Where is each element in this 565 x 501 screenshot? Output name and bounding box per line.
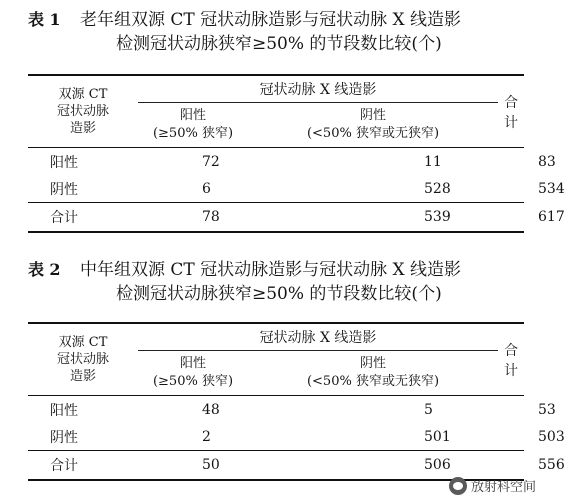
table1-caption xyxy=(28,8,461,56)
table2-number: 2 xyxy=(49,260,61,279)
table1-title-line1: 老年组双源 CT 冠状动脉造影与冠状动脉 X 线造影 xyxy=(79,10,462,30)
table1-label: 表 xyxy=(28,10,45,29)
table2-rowhead: 双源 CT 冠状动脉 造影 xyxy=(28,323,138,396)
cell: 501 xyxy=(424,428,451,445)
cell: 503 xyxy=(538,428,565,445)
cell: 5 xyxy=(248,396,498,424)
row-label: 阴性 xyxy=(50,429,78,446)
table1-col-positive: 阳性 (≥50% 狭窄) xyxy=(152,108,234,141)
watermark xyxy=(449,476,536,495)
cell: 6 xyxy=(202,180,211,197)
table-row xyxy=(28,396,524,424)
cell: 50 xyxy=(138,451,248,481)
table1-span-header: 冠状动脉 X 线造影 xyxy=(138,75,498,103)
cell: 11 xyxy=(248,148,498,176)
cell: 53 xyxy=(498,396,524,424)
table2-title-line2: 检测冠状动脉狭窄≥50% 的节段数比较(个) xyxy=(116,284,442,304)
table2-title-line1: 中年组双源 CT 冠状动脉造影与冠状动脉 X 线造影 xyxy=(79,260,462,280)
table2-col-negative: 阴性 (<50% 狭窄或无狭窄) xyxy=(306,356,440,389)
table1-col-negative: 阴性 (<50% 狭窄或无狭窄) xyxy=(306,108,440,141)
row-label: 阴性 xyxy=(50,181,78,198)
table2 xyxy=(28,322,565,481)
table-row xyxy=(28,423,524,451)
table2-col-total: 合计 xyxy=(498,323,524,396)
cell: 83 xyxy=(498,148,524,176)
row-label: 阳性 xyxy=(28,396,138,424)
cell: 534 xyxy=(538,180,565,197)
cell: 48 xyxy=(138,396,248,424)
table1 xyxy=(28,74,565,233)
row-label: 阳性 xyxy=(28,148,138,176)
cell: 528 xyxy=(424,180,451,197)
watermark-text: 放射科空间 xyxy=(470,480,536,495)
table-row xyxy=(28,148,524,176)
table-row xyxy=(28,175,524,203)
table1-rowhead: 双源 CT 冠状动脉 造影 xyxy=(28,75,138,148)
table1-col-total: 合计 xyxy=(498,75,524,148)
table2-col-positive: 阳性 (≥50% 狭窄) xyxy=(152,356,234,389)
row-label: 合计 xyxy=(28,451,138,481)
row-label: 合计 xyxy=(28,203,138,233)
wechat-icon xyxy=(449,477,467,495)
table2-span-header: 冠状动脉 X 线造影 xyxy=(138,323,498,351)
table1-number: 1 xyxy=(49,10,61,29)
table1-title-line2: 检测冠状动脉狭窄≥50% 的节段数比较(个) xyxy=(116,34,442,54)
cell: 78 xyxy=(138,203,248,233)
cell: 506 xyxy=(248,451,498,481)
cell: 617 xyxy=(498,203,524,233)
table-row xyxy=(28,203,524,233)
table2-caption xyxy=(28,258,461,306)
cell: 539 xyxy=(248,203,498,233)
cell: 72 xyxy=(138,148,248,176)
table2-label: 表 xyxy=(28,260,45,279)
cell: 556 xyxy=(498,451,524,481)
cell: 2 xyxy=(202,428,211,445)
